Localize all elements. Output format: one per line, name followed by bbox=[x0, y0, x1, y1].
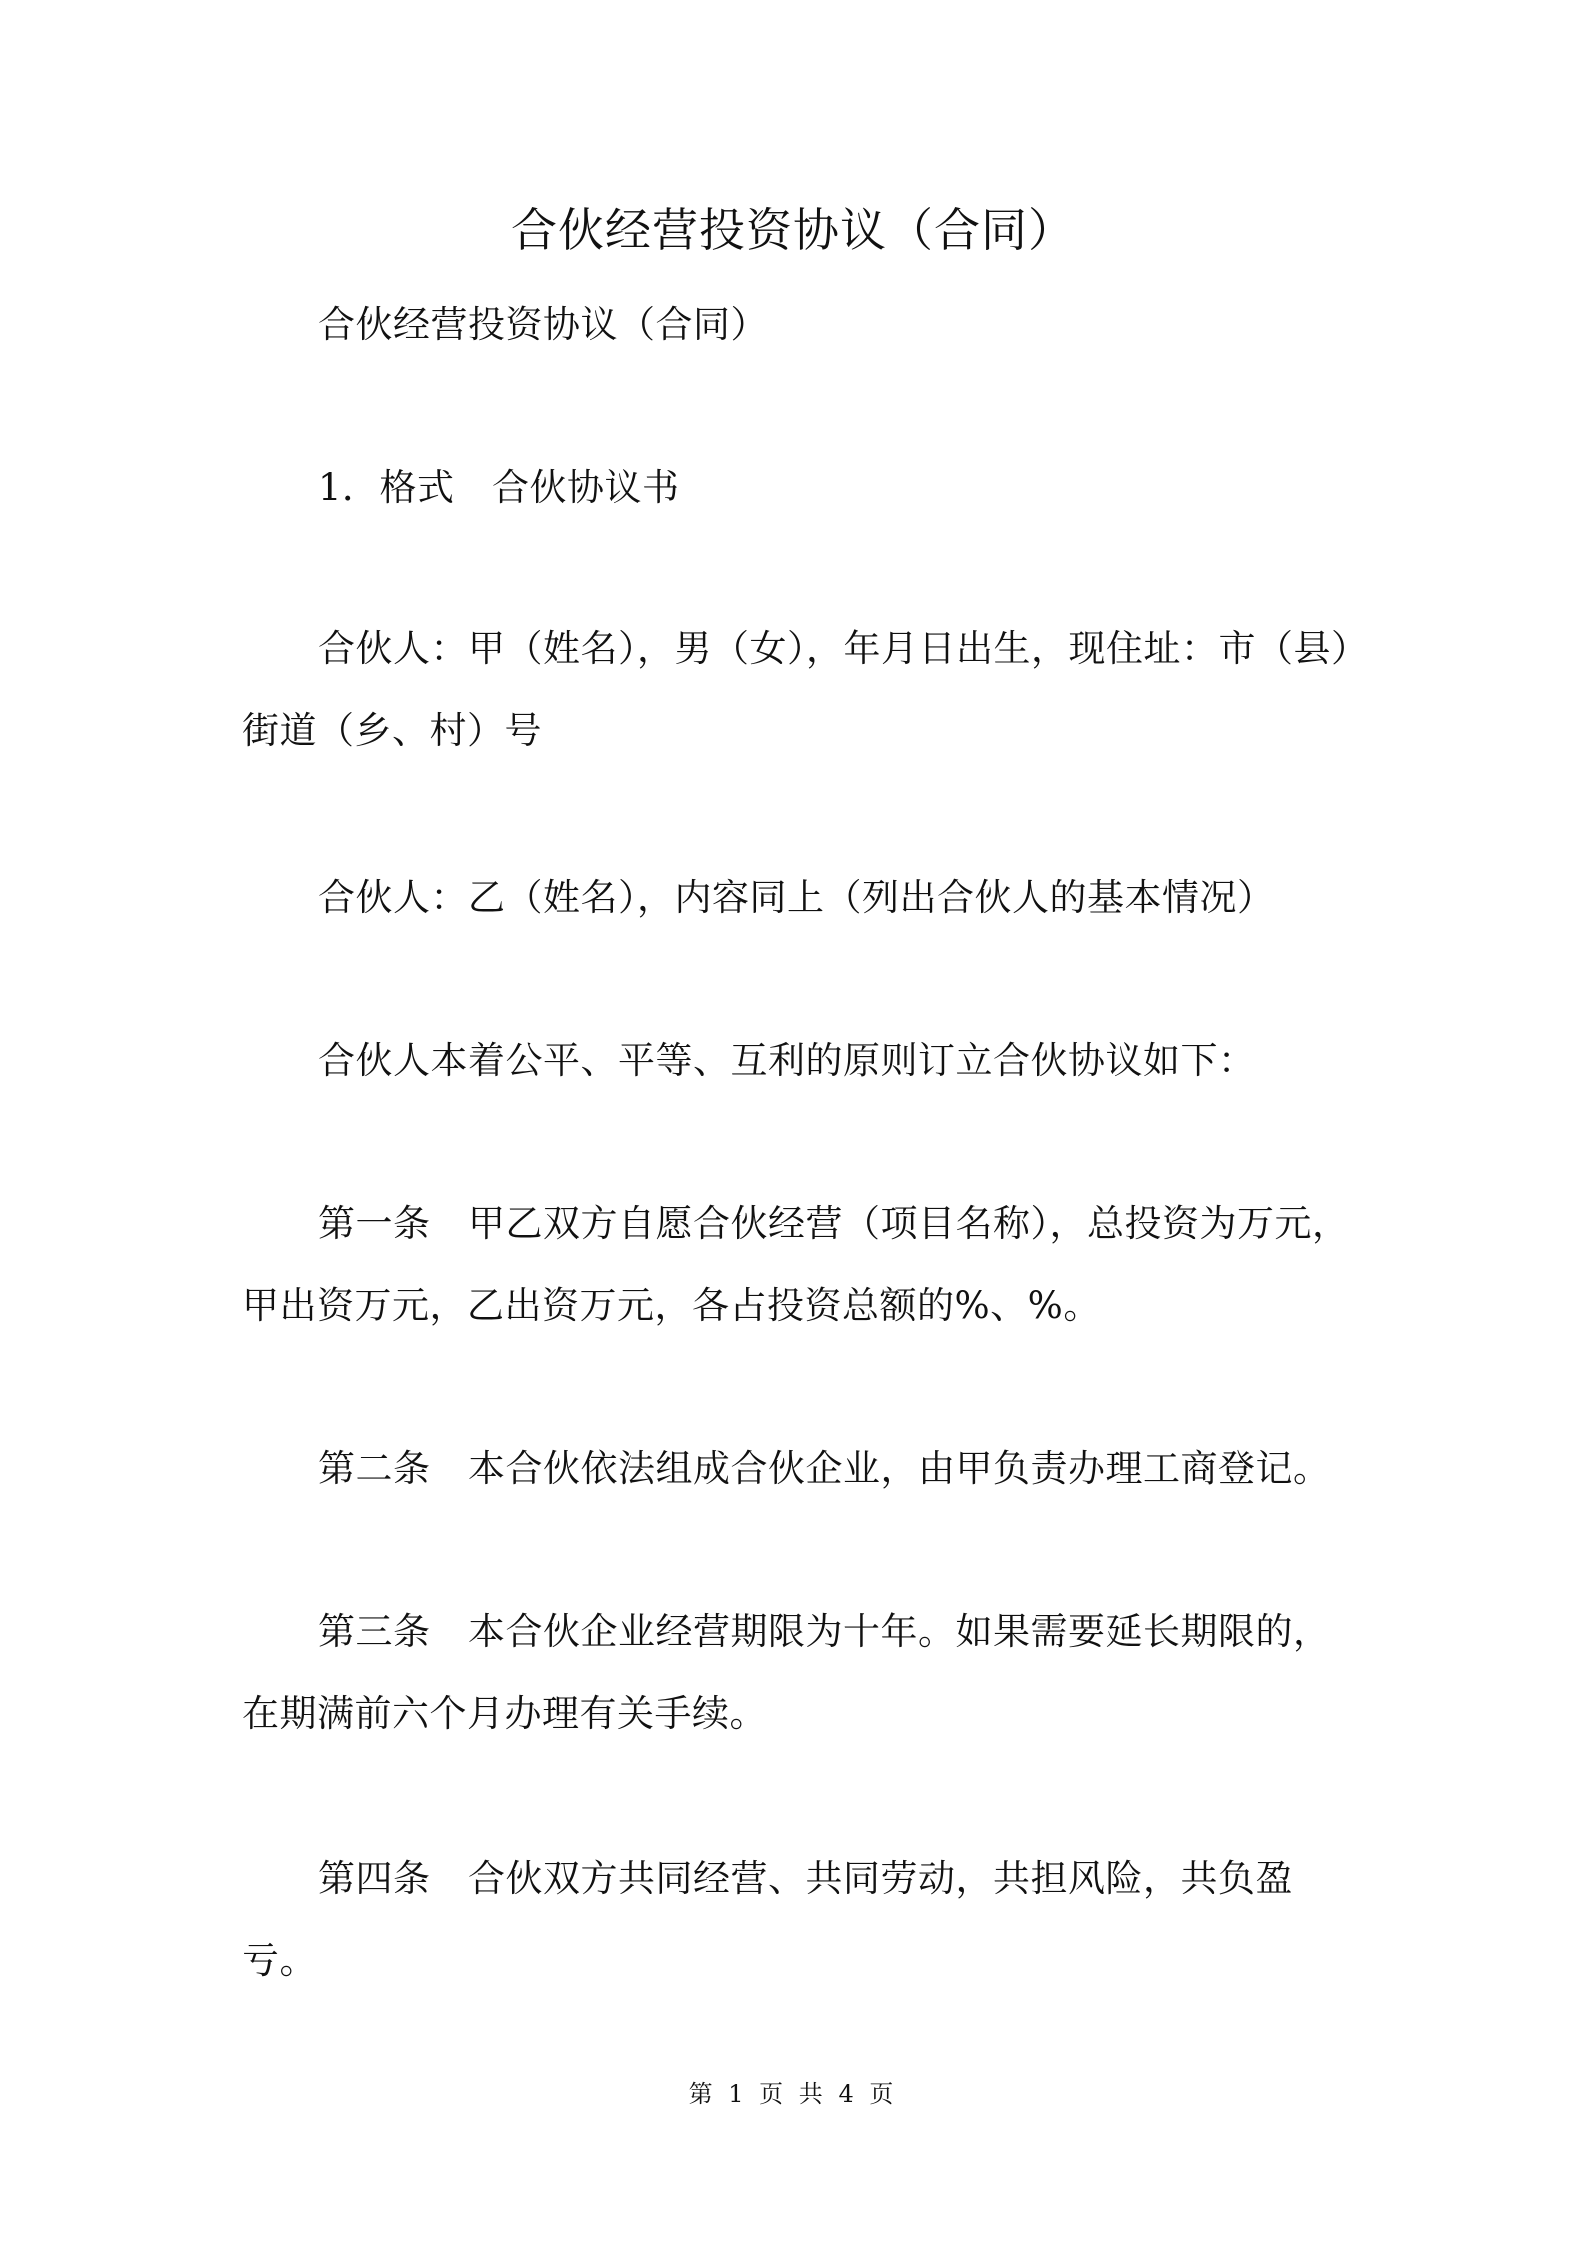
paragraph-partner-a: 合伙人：甲（姓名），男（女），年月日出生，现住址：市（县）街道（乡、村）号 bbox=[242, 627, 1350, 752]
paragraph-partner-b: 合伙人：乙（姓名），内容同上（列出合伙人的基本情况） bbox=[318, 876, 1275, 919]
paragraph-format: 1．格式 合伙协议书 bbox=[318, 466, 680, 509]
paragraph-subtitle: 合伙经营投资协议（合同） bbox=[318, 303, 768, 346]
paragraph-article-4: 第四条 合伙双方共同经营、共同劳动，共担风险，共负盈亏。 bbox=[242, 1857, 1293, 1982]
paragraph-article-1: 第一条 甲乙双方自愿合伙经营（项目名称），总投资为万元，甲出资万元，乙出资万元，各占投资总额的%、%。 bbox=[242, 1202, 1350, 1327]
paragraph-article-2: 第二条 本合伙依法组成合伙企业，由甲负责办理工商登记。 bbox=[318, 1447, 1331, 1490]
paragraph-article-3: 第三条 本合伙企业经营期限为十年。如果需要延长期限的，在期满前六个月办理有关手续。 bbox=[242, 1610, 1331, 1735]
page-number-footer: 第 1 页 共 4 页 bbox=[688, 2080, 898, 2108]
document-title: 合伙经营投资协议（合同） bbox=[511, 203, 1075, 257]
paragraph-principle: 合伙人本着公平、平等、互利的原则订立合伙协议如下： bbox=[318, 1039, 1256, 1082]
